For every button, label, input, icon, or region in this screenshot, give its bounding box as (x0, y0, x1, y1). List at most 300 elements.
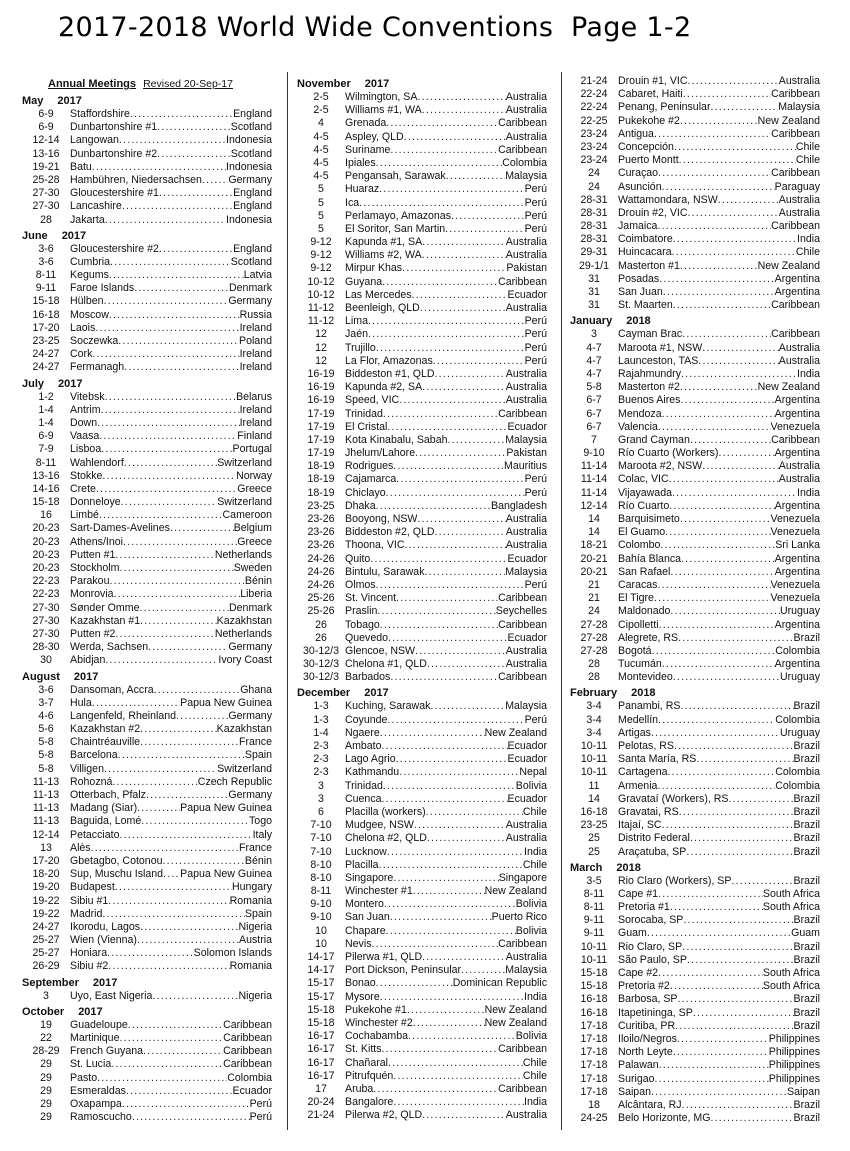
convention-place: Putten #2 (70, 627, 116, 640)
convention-row (297, 381, 547, 394)
convention-row (570, 246, 820, 259)
convention-dates: 1-2 (38, 390, 54, 403)
convention-country: Uruguay (779, 605, 820, 618)
convention-place: Wahlendorf (70, 456, 124, 469)
convention-row (297, 368, 547, 381)
convention-row (570, 473, 820, 486)
convention-country: Ecuador (507, 552, 547, 565)
convention-row (297, 1083, 547, 1096)
convention-row (570, 727, 820, 740)
convention-row (297, 342, 547, 355)
month-heading (297, 686, 547, 700)
convention-place: Parakou (70, 575, 110, 588)
convention-dates: 12-14 (32, 828, 60, 841)
convention-country: Caribbean (498, 275, 547, 288)
convention-place: Langowan (70, 134, 119, 147)
convention-row (570, 888, 820, 901)
dot-leader (157, 148, 231, 161)
dot-leader (386, 117, 498, 130)
convention-row (297, 766, 547, 779)
dot-leader (373, 1083, 498, 1096)
month-name: August (22, 670, 60, 683)
convention-dates: 27-30 (32, 627, 60, 640)
dot-leader (422, 236, 506, 249)
convention-country: England (233, 187, 272, 200)
convention-dates: 11-13 (32, 815, 60, 828)
dot-leader (657, 220, 771, 233)
month-year: 2017 (73, 670, 99, 683)
convention-dates: 2-5 (313, 104, 329, 117)
convention-row (570, 500, 820, 513)
dot-leader (682, 941, 793, 954)
convention-row (570, 993, 820, 1006)
dot-leader (390, 911, 492, 924)
convention-dates: 8-11 (583, 901, 605, 914)
convention-dates: 1-3 (313, 713, 329, 726)
convention-dates: 5-8 (38, 749, 54, 762)
convention-place: La Flor, Amazonas (345, 354, 433, 367)
convention-dates: 17-18 (580, 1046, 608, 1059)
convention-place: Pilerwa #1, QLD (345, 951, 423, 963)
dot-leader (382, 1043, 499, 1056)
convention-country: Netherlands (214, 627, 272, 640)
convention-row (22, 921, 272, 934)
convention-country: England (233, 108, 272, 120)
convention-dates: 16-17 (307, 1069, 335, 1082)
convention-row (297, 434, 547, 447)
convention-country: Caribbean (498, 407, 547, 420)
convention-country: France (239, 841, 272, 854)
convention-row (570, 487, 820, 500)
convention-row (297, 780, 547, 793)
convention-dates: 6-7 (586, 394, 602, 407)
convention-country: Perú (524, 473, 547, 486)
convention-place: Kathmandu (345, 766, 400, 779)
dot-leader (683, 914, 793, 927)
convention-row (570, 526, 820, 539)
dot-leader (435, 368, 506, 381)
convention-place: Santa María, RS (618, 753, 697, 766)
convention-dates: 11-13 (32, 775, 60, 788)
convention-country: Argentina (774, 447, 820, 460)
convention-place: Bonao (345, 977, 376, 990)
convention-row (570, 181, 820, 194)
convention-dates: 10-11 (580, 953, 608, 966)
convention-dates: 24-25 (580, 1112, 608, 1125)
revised-date: Revised 20-Sep-17 (143, 78, 233, 90)
convention-country: Australia (778, 354, 820, 367)
convention-dates: 3 (318, 779, 324, 792)
convention-place: Oxapampa (70, 1097, 122, 1110)
convention-place: Madrid (70, 907, 103, 920)
convention-place: North Leyte (618, 1046, 673, 1059)
convention-country: Paraguay (774, 180, 820, 193)
dot-leader (662, 181, 775, 194)
convention-country: Ireland (239, 321, 272, 334)
convention-dates: 27-28 (580, 631, 608, 644)
convention-row (22, 348, 272, 361)
convention-row (22, 588, 272, 601)
convention-country: Caribbean (223, 1058, 272, 1071)
convention-country: Dominican Republic (452, 977, 547, 990)
convention-dates: 9-10 (310, 898, 332, 911)
dot-leader (108, 895, 229, 908)
convention-place: Kota Kinabalu, Sabah (345, 433, 448, 446)
convention-place: Rajahmundry (618, 367, 682, 380)
convention-dates: 11 (588, 779, 600, 792)
convention-country: Bénin (244, 575, 272, 588)
convention-place: Drouin #2, VIC (618, 206, 688, 219)
dot-leader (422, 951, 506, 964)
convention-dates: 22-23 (32, 575, 60, 588)
convention-row (570, 233, 820, 246)
convention-place: Maroota #1, NSW (618, 341, 703, 354)
dot-leader (680, 260, 758, 273)
convention-place: Valencia (618, 420, 658, 433)
dot-leader (388, 1057, 523, 1070)
convention-country: Argentina (774, 272, 820, 285)
convention-place: Araçatuba, SP (618, 845, 687, 858)
convention-country: Germany (228, 641, 272, 654)
convention-place: Batu (70, 160, 92, 173)
dot-leader (99, 509, 223, 522)
convention-country: Perú (524, 183, 547, 196)
convention-country: Australia (505, 394, 547, 407)
convention-place: Barquisimeto (618, 513, 680, 525)
convention-place: Beenleigh, QLD (345, 302, 420, 314)
convention-dates: 2-5 (313, 91, 329, 103)
month-name: November (297, 78, 351, 90)
convention-country: Australia (778, 473, 820, 486)
convention-row (297, 91, 547, 104)
convention-country: Germany (228, 789, 272, 801)
convention-country: Solomon Islands (193, 947, 272, 960)
convention-country: Malaysia (505, 700, 547, 713)
convention-place: Tobago (345, 618, 380, 631)
convention-dates: 15-18 (580, 967, 608, 979)
convention-place: Barbados (345, 671, 391, 684)
convention-country: Nigeria (238, 989, 272, 1002)
dot-leader (673, 233, 797, 246)
dot-leader (95, 322, 239, 335)
convention-dates: 28 (588, 658, 600, 671)
convention-dates: 16-19 (307, 394, 335, 407)
convention-row (297, 753, 547, 766)
convention-row (22, 295, 272, 308)
convention-row (570, 566, 820, 579)
convention-country: Venezuela (770, 513, 820, 525)
dot-leader (427, 658, 506, 671)
convention-row (297, 157, 547, 170)
convention-place: Ikorodu, Lagos (70, 920, 141, 933)
dot-leader (119, 829, 252, 842)
convention-country: Philippines (768, 1046, 820, 1059)
dot-leader (108, 960, 229, 973)
dot-leader (134, 282, 229, 295)
convention-place: Sibiu #2 (70, 960, 109, 973)
convention-place: Chelona #1, QLD (345, 658, 427, 671)
convention-place: Kapunda #2, SA (345, 381, 423, 394)
convention-dates: 30-12/3 (303, 658, 339, 671)
convention-place: Pukekohe #1 (345, 1003, 407, 1016)
convention-dates: 4 (318, 117, 324, 130)
dot-leader (384, 898, 516, 911)
convention-place: Las Mercedes (345, 288, 412, 301)
convention-dates: 10-11 (580, 940, 608, 953)
convention-country: Chile (795, 246, 820, 259)
convention-dates: 14 (588, 792, 600, 805)
convention-place: Biddeston #1, QLD (345, 367, 435, 380)
convention-country: Switzerland (217, 496, 272, 509)
convention-row (570, 793, 820, 806)
convention-place: Itapetininga, SP (618, 1006, 693, 1019)
month-year: 2017 (364, 78, 390, 90)
column-divider (287, 72, 288, 1130)
dot-leader (119, 134, 226, 147)
convention-dates: 3 (43, 989, 49, 1002)
convention-place: Artigas (618, 726, 651, 739)
convention-place: Honiara (70, 947, 108, 960)
convention-country: Ecuador (507, 792, 547, 805)
convention-place: Athens/Inoi (70, 535, 124, 548)
dot-leader (139, 602, 229, 615)
convention-dates: 4-5 (313, 143, 329, 156)
convention-row (297, 170, 547, 183)
convention-dates: 28-31 (580, 220, 608, 233)
convention-row (570, 141, 820, 154)
convention-dates: 3 (318, 792, 324, 805)
convention-country: Italy (252, 828, 272, 841)
convention-row (297, 991, 547, 1004)
convention-place: St. Vincent (345, 592, 397, 605)
convention-row (570, 513, 820, 526)
convention-country: Chile (795, 154, 820, 167)
convention-row (570, 299, 820, 312)
dot-leader (122, 200, 233, 213)
convention-row (297, 925, 547, 938)
convention-dates: 10-11 (580, 740, 608, 752)
dot-leader (420, 302, 506, 315)
convention-country: New Zealand (757, 381, 820, 394)
convention-place: Budapest (70, 881, 115, 894)
convention-row (297, 592, 547, 605)
convention-dates: 15-17 (307, 977, 335, 990)
month-name: October (22, 1005, 65, 1018)
convention-place: Biddeston #2, QLD (345, 526, 435, 539)
convention-dates: 13-16 (32, 469, 60, 482)
dot-leader (673, 299, 771, 312)
convention-dates: 17-20 (32, 854, 60, 867)
convention-dates: 27-30 (32, 200, 60, 213)
dot-leader (718, 447, 774, 460)
convention-dates: 1-4 (38, 403, 54, 416)
convention-place: Lima (345, 315, 368, 328)
convention-dates: 16-18 (580, 1006, 608, 1019)
convention-row (22, 615, 272, 628)
convention-row (297, 487, 547, 500)
convention-place: Colac, VIC (618, 473, 669, 486)
convention-place: Williams #1, WA (345, 104, 422, 117)
dot-leader (680, 394, 774, 407)
dot-leader (118, 335, 239, 348)
convention-dates: 2-3 (313, 740, 329, 752)
dot-leader (96, 483, 237, 496)
convention-dates: 5 (318, 209, 324, 222)
dot-leader (128, 1019, 223, 1032)
convention-row (570, 832, 820, 845)
dot-leader (112, 776, 197, 789)
convention-dates: 24-26 (307, 552, 335, 565)
convention-dates: 31 (588, 286, 600, 298)
convention-place: Lucknow (345, 845, 387, 858)
month-year: 2018 (616, 861, 641, 874)
convention-place: Trinidad (345, 779, 383, 792)
convention-row (297, 460, 547, 473)
convention-dates: 25-27 (32, 934, 60, 947)
convention-row (570, 167, 820, 180)
convention-dates: 20-23 (32, 548, 60, 561)
convention-dates: 19-22 (32, 894, 60, 907)
convention-country: Brazil (793, 1098, 820, 1111)
convention-country: Chile (522, 805, 547, 818)
convention-country: Spain (244, 907, 272, 920)
convention-dates: 15-18 (307, 1003, 335, 1016)
convention-place: El Tigre (618, 592, 654, 605)
convention-place: Werda, Sachsen (70, 641, 149, 654)
convention-row (297, 964, 547, 977)
convention-place: Pengansah, Sarawak (345, 170, 446, 183)
dot-leader (157, 121, 231, 134)
convention-place: Concepción (618, 140, 674, 153)
convention-place: Cape #2 (618, 967, 659, 979)
convention-row (570, 421, 820, 434)
convention-country: Argentina (774, 394, 820, 407)
convention-place: Cartagena (618, 766, 668, 779)
convention-place: Jakarta (70, 213, 105, 226)
convention-place: Bahía Blanca (618, 552, 682, 565)
convention-country: Romania (229, 960, 272, 973)
convention-row (297, 566, 547, 579)
convention-dates: 4-7 (586, 341, 602, 354)
convention-country: Australia (505, 526, 547, 539)
dot-leader (386, 925, 516, 938)
convention-country: Chile (522, 858, 547, 871)
dot-leader (115, 628, 215, 641)
convention-dates: 9-11 (583, 927, 605, 940)
convention-dates: 18-19 (307, 486, 335, 499)
convention-place: Rohozná (70, 775, 113, 788)
dot-leader (176, 710, 228, 723)
convention-place: Curitiba, PR (618, 1019, 676, 1032)
convention-place: San Juan (345, 911, 390, 924)
convention-row (570, 342, 820, 355)
convention-country: Norway (236, 469, 272, 482)
convention-dates: 11-14 (580, 473, 608, 486)
convention-place: Glencoe, NSW (345, 644, 416, 657)
convention-country: Brazil (793, 1112, 820, 1125)
convention-country: Perú (524, 341, 547, 354)
month-heading (22, 976, 272, 990)
convention-row (570, 553, 820, 566)
convention-place: Suriname (345, 143, 391, 156)
convention-place: Cuenca (345, 792, 382, 805)
convention-place: Río Cuarto (618, 499, 670, 512)
convention-row (22, 934, 272, 947)
dot-leader (130, 108, 233, 121)
convention-row (22, 121, 272, 134)
convention-dates: 21-24 (307, 1109, 335, 1122)
dot-leader (731, 875, 793, 888)
dot-leader (677, 1033, 769, 1046)
convention-country: Caribbean (223, 1018, 272, 1031)
convention-place: Placilla (345, 858, 379, 871)
convention-place: Speed, VIC (345, 394, 400, 407)
convention-dates: 9-12 (310, 249, 332, 262)
convention-country: Argentina (774, 499, 820, 512)
convention-place: Jhelum/Lahore (345, 447, 416, 460)
dot-leader (682, 1099, 794, 1112)
dot-leader (159, 243, 233, 256)
convention-dates: 23-26 (307, 513, 335, 525)
convention-dates: 16-19 (307, 381, 335, 394)
convention-place: Barbosa, SP (618, 993, 678, 1006)
dot-leader (659, 1059, 769, 1072)
convention-country: Malaysia (505, 433, 547, 446)
convention-dates: 23-25 (32, 335, 60, 347)
convention-dates: 16-17 (307, 1030, 335, 1043)
convention-row (22, 1032, 272, 1045)
convention-country: Germany (228, 173, 272, 186)
dot-leader (672, 487, 797, 500)
convention-place: Otterbach, Pfalz (70, 789, 146, 801)
convention-country: Colombia (775, 779, 820, 792)
convention-place: Ambato (345, 740, 382, 752)
convention-country: Bénin (244, 854, 272, 867)
convention-place: Trujillo (345, 341, 376, 354)
convention-row (570, 1033, 820, 1046)
convention-dates: 4-6 (38, 709, 54, 722)
convention-place: Lancashire (70, 200, 122, 213)
convention-dates: 25-26 (307, 605, 335, 618)
convention-row (22, 108, 272, 121)
convention-dates: 20-21 (580, 552, 608, 565)
convention-row (297, 832, 547, 845)
convention-dates: 8-10 (310, 871, 332, 884)
convention-place: Grand Cayman (618, 433, 690, 446)
convention-place: Pitrufquén (345, 1069, 394, 1082)
convention-place: Ipiales (345, 156, 376, 169)
convention-row (570, 875, 820, 888)
convention-country: Colombia (227, 1071, 272, 1084)
dot-leader (152, 990, 238, 1003)
dot-leader (687, 954, 794, 967)
convention-place: Vaasa (70, 430, 100, 443)
convention-place: Baguida, Lomé (70, 815, 142, 828)
convention-country: Australia (505, 130, 547, 143)
convention-dates: 7-9 (38, 443, 54, 456)
convention-row (570, 1099, 820, 1112)
convention-place: Pretoria #1 (618, 901, 670, 914)
month-name: September (22, 976, 79, 989)
convention-dates: 14-17 (307, 951, 335, 963)
dot-leader (681, 368, 797, 381)
convention-country: Caribbean (498, 117, 547, 130)
convention-dates: 16-19 (307, 367, 335, 380)
convention-place: Booyong, NSW (345, 513, 418, 525)
convention-dates: 9-12 (310, 236, 332, 249)
convention-row (297, 1043, 547, 1056)
convention-place: Lago Agrio (345, 753, 396, 766)
